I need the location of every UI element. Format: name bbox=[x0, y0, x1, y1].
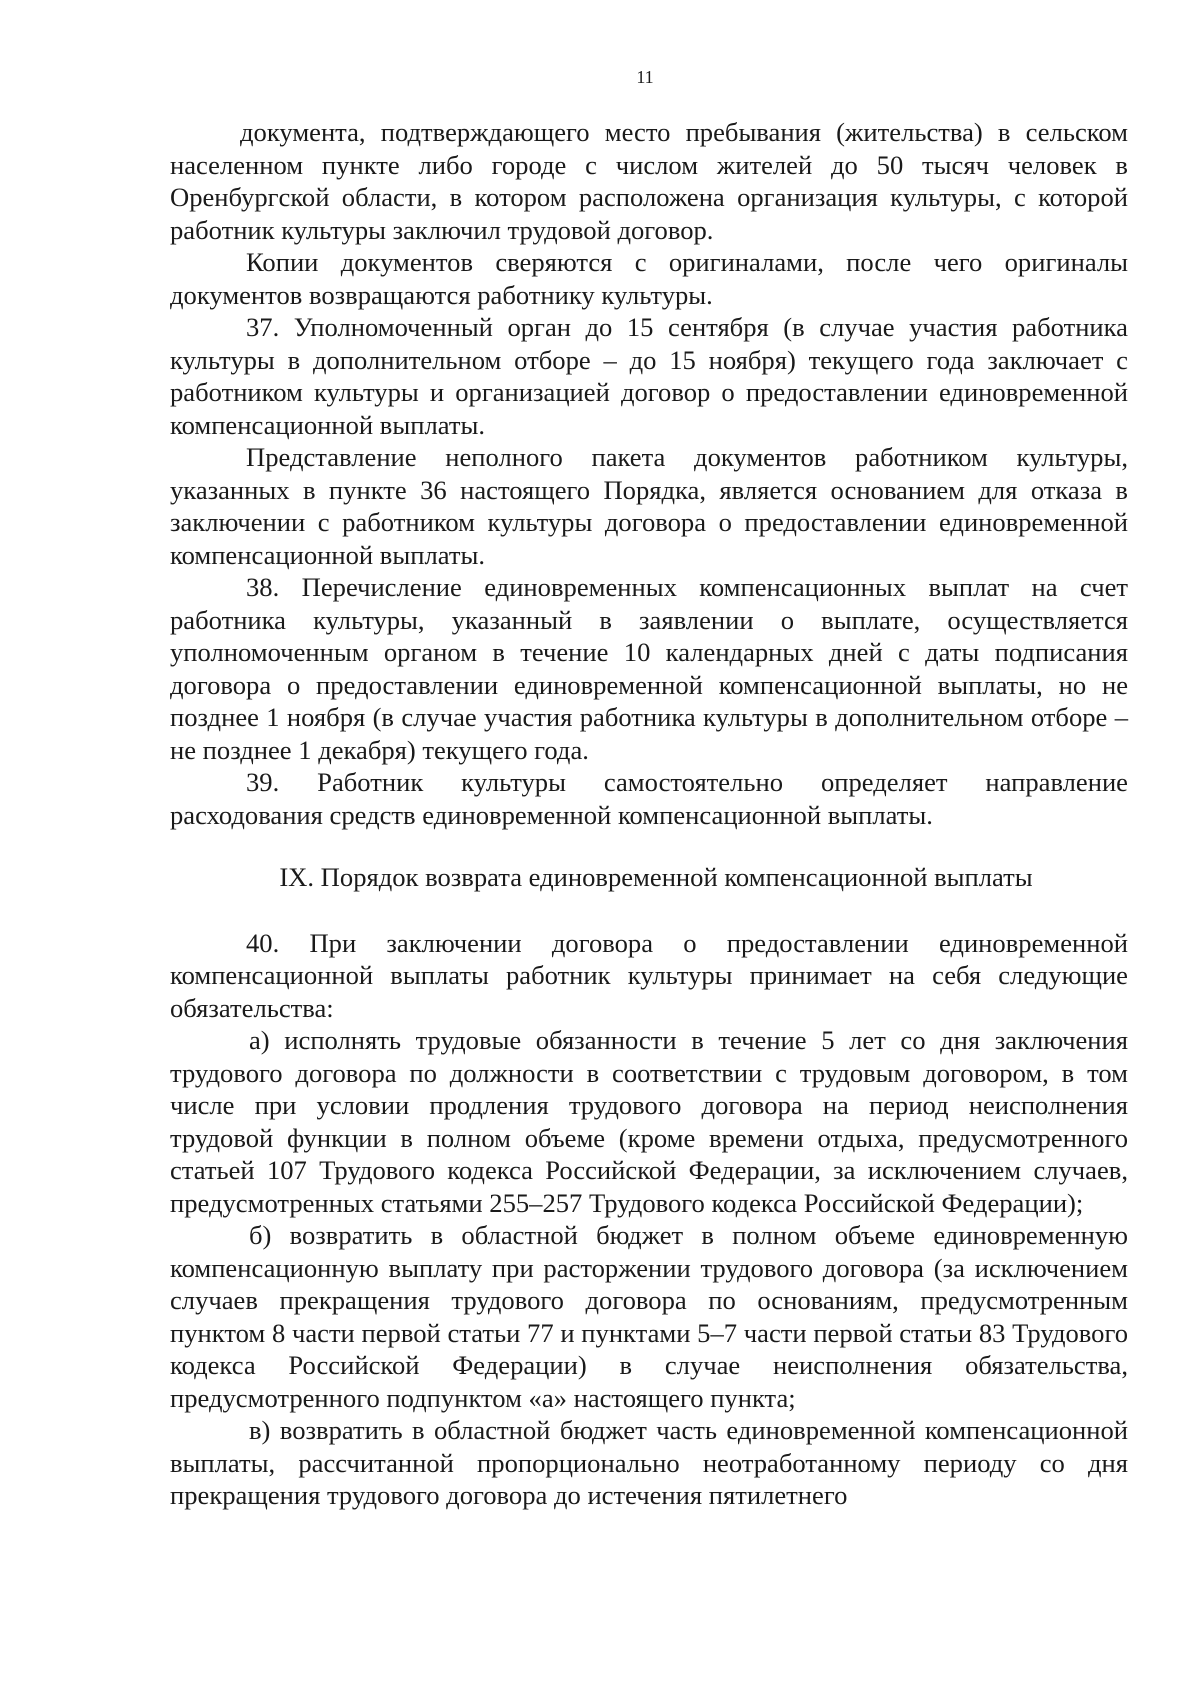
paragraph-38: 38. Перечисление единовременных компенсационных выплат на счет работника культуры, указанный в заявлении о выплате, осуществляется уполномоченным органом в течение 10 календарных дней с даты подписания договора о предоставлении единовременной компенсационной выплаты, но не позднее 1 ноября (в случае участия работника культуры в дополнительном отборе – не позднее 1 декабря) текущего года. bbox=[170, 572, 1128, 765]
paragraph-continuation: документа, подтверждающего место пребывания (жительства) в сельском населенном пункте либо городе с числом жителей до 50 тысяч человек в Оренбургской области, в котором расположена организация культуры, с которой работник культуры заключил трудовой договор. bbox=[170, 117, 1128, 245]
paragraph-37: 37. Уполномоченный орган до 15 сентября (в случае участия работника культуры в дополнительном отборе – до 15 ноября) текущего года заключает с работником культуры и организацией договор о предоставлении единовременной компенсационной выплаты. bbox=[170, 312, 1128, 440]
page-number: 11 bbox=[636, 67, 654, 87]
paragraph-incomplete-package: Представление неполного пакета документов работником культуры, указанных в пункте 36 настоящего Порядка, является основанием для отказа в заключении с работником культуры договора о предоставлении единовременной компенсационной выплаты. bbox=[170, 442, 1128, 570]
paragraph-39: 39. Работник культуры самостоятельно определяет направление расходования средств единовременной компенсационной выплаты. bbox=[170, 767, 1128, 830]
document-body bbox=[170, 116, 1128, 1512]
subparagraph-b: б) возвратить в областной бюджет в полном объеме единовременную компенсационную выплату при расторжении трудового договора (за исключением случаев прекращения трудового договора по основаниям, предусмотренным пунктом 8 части первой статьи 77 и пунктами 5–7 части первой статьи 83 Трудового кодекса Российской Федерации) в случае неисполнения обязательства, предусмотренного подпунктом «а» настоящего пункта; bbox=[170, 1220, 1128, 1413]
subparagraph-v: в) возвратить в областной бюджет часть единовременной компенсационной выплаты, рассчитанной пропорционально неотработанному периоду со дня прекращения трудового договора до истечения пятилетнего bbox=[170, 1415, 1128, 1510]
paragraph-40: 40. При заключении договора о предоставлении единовременной компенсационной выплаты работник культуры принимает на себя следующие обязательства: bbox=[170, 927, 1128, 1023]
section-heading: IX. Порядок возврата единовременной компенсационной выплаты bbox=[279, 862, 1033, 892]
subparagraph-a: а) исполнять трудовые обязанности в течение 5 лет со дня заключения трудового договора по должности в соответствии с трудовым договором, в том числе при условии продления трудового договора на период неисполнения трудовой функции в полном объеме (кроме времени отдыха, предусмотренного статьей 107 Трудового кодекса Российской Федерации, за исключением случаев, предусмотренных статьями 255–257 Трудового кодекса Российской Федерации); bbox=[170, 1025, 1128, 1218]
paragraph-copies: Копии документов сверяются с оригиналами, после чего оригиналы документов возвращаются работнику культуры. bbox=[170, 247, 1128, 310]
